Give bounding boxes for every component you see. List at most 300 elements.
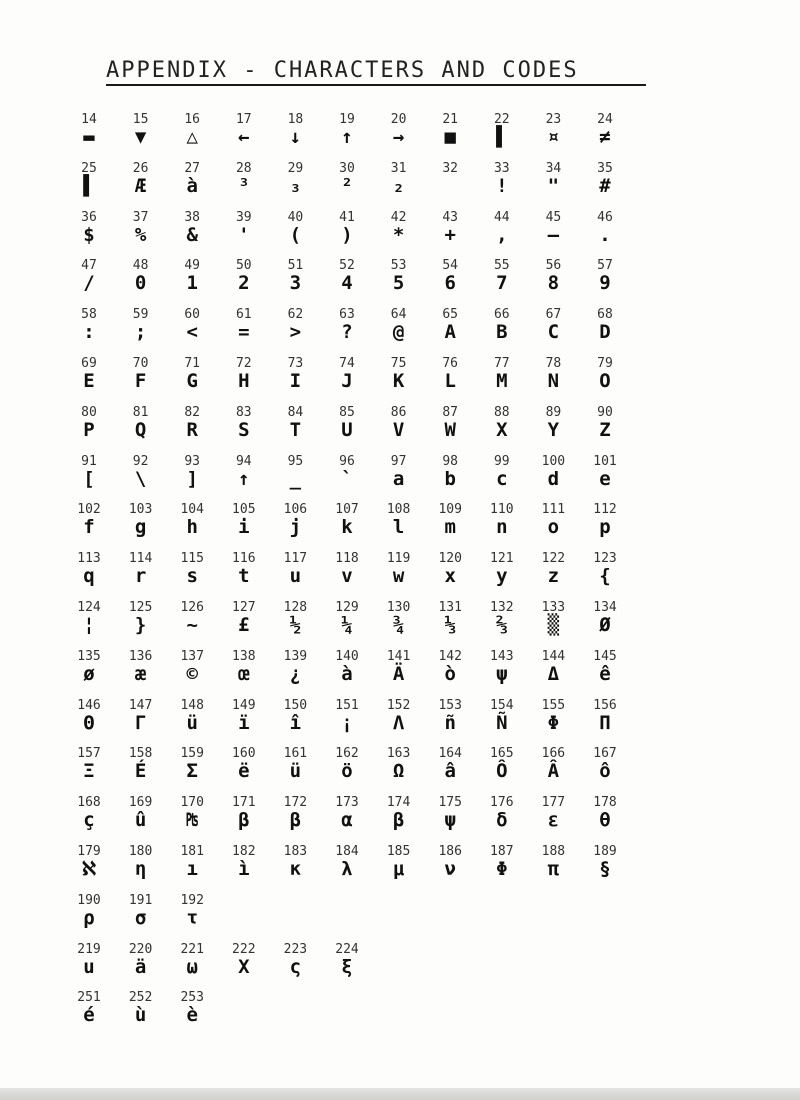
code-cell [166, 990, 218, 1026]
code-cell [476, 600, 528, 636]
code-number: 190 [77, 892, 101, 908]
code-number: 157 [77, 746, 101, 762]
character-glyph: ℵ [81, 857, 97, 880]
character-glyph: ▬ [83, 126, 95, 148]
code-number: 27 [184, 160, 201, 176]
code-number: 170 [180, 795, 204, 811]
code-number: 66 [493, 307, 510, 323]
code-cell [63, 405, 115, 441]
character-glyph: ³ [238, 174, 250, 197]
code-number: 53 [390, 258, 407, 274]
code-number: 54 [442, 258, 459, 274]
code-number: 37 [132, 209, 149, 225]
code-cell [579, 698, 631, 734]
code-number: 175 [438, 795, 462, 811]
code-cell [321, 502, 373, 538]
character-glyph: ² [341, 174, 353, 197]
character-glyph: ! [496, 174, 508, 197]
code-cell [476, 405, 528, 441]
code-row [75, 698, 795, 747]
code-number: 224 [335, 941, 359, 957]
character-glyph: E [83, 369, 95, 392]
character-glyph: ` [341, 467, 353, 490]
code-cell [166, 161, 218, 197]
code-number: 17 [235, 112, 252, 127]
code-number: 118 [335, 551, 359, 567]
character-glyph: # [599, 174, 611, 197]
code-cell [115, 551, 167, 587]
character-glyph: i [238, 516, 250, 539]
character-glyph: 6 [444, 272, 456, 295]
code-cell [166, 502, 218, 538]
code-cell [218, 258, 270, 294]
character-glyph: Γ [134, 711, 147, 734]
code-row [75, 307, 795, 356]
character-glyph: ρ [83, 906, 95, 929]
code-cell [269, 746, 321, 782]
code-number: 172 [283, 795, 308, 811]
character-glyph: a [392, 467, 405, 490]
code-number: 106 [283, 502, 308, 518]
character-glyph: ¿ [289, 662, 302, 685]
character-glyph: " [547, 174, 560, 197]
code-cell [527, 405, 579, 441]
character-glyph: G [186, 369, 198, 392]
code-number: 179 [77, 843, 101, 859]
code-number: 192 [180, 892, 204, 908]
code-cell [166, 942, 218, 978]
code-number: 117 [283, 551, 308, 567]
code-cell [579, 356, 631, 392]
code-number: 177 [541, 795, 566, 811]
character-glyph: à [186, 174, 198, 197]
code-cell [579, 600, 631, 636]
character-glyph: § [599, 857, 611, 880]
character-glyph: L [444, 369, 456, 392]
character-glyph: { [599, 565, 611, 588]
code-number: 44 [493, 209, 510, 225]
code-cell [579, 649, 631, 685]
code-number: 98 [442, 453, 459, 469]
character-glyph: % [134, 223, 147, 246]
code-cell [579, 258, 631, 294]
code-cell [476, 210, 528, 246]
character-glyph: ı [186, 857, 198, 880]
code-number: 93 [184, 453, 201, 469]
page-title: APPENDIX - CHARACTERS AND CODES [106, 58, 646, 86]
code-cell [218, 210, 270, 246]
code-row [75, 795, 795, 844]
code-cell [579, 844, 631, 880]
code-cell [579, 551, 631, 587]
character-glyph: 9 [599, 272, 611, 295]
code-cell [269, 551, 321, 587]
code-cell [63, 258, 115, 294]
code-cell [269, 161, 321, 197]
character-glyph: < [186, 321, 198, 344]
code-cell [115, 405, 167, 441]
code-cell [373, 502, 425, 538]
character-glyph: Φ [547, 711, 560, 734]
code-cell [424, 161, 476, 176]
code-number: 180 [128, 843, 153, 859]
code-cell [476, 795, 528, 831]
character-glyph: A [444, 321, 456, 344]
code-number: 30 [339, 160, 355, 176]
character-glyph: e [599, 467, 611, 490]
character-glyph: I [289, 369, 302, 392]
code-number: 95 [287, 453, 304, 469]
code-cell [269, 502, 321, 538]
character-glyph: o [547, 516, 560, 539]
character-glyph: û [134, 809, 147, 832]
code-cell [218, 942, 270, 978]
code-cell [63, 795, 115, 831]
character-glyph: Â [547, 760, 560, 783]
code-number: 65 [442, 307, 459, 323]
code-cell [115, 161, 167, 197]
code-number: 43 [442, 209, 459, 225]
character-glyph: ¡ [341, 711, 353, 734]
code-number: 174 [386, 795, 411, 811]
code-number: 181 [180, 843, 204, 859]
character-glyph: u [83, 955, 95, 978]
code-cell [424, 454, 476, 490]
code-number: 89 [545, 404, 562, 420]
code-cell [115, 307, 167, 343]
character-glyph: ▌ [83, 174, 95, 197]
character-glyph: Æ [134, 174, 147, 197]
character-glyph: P [83, 418, 95, 441]
code-number: 76 [442, 355, 459, 371]
code-cell [476, 161, 528, 197]
code-cell [115, 649, 167, 685]
code-number: 94 [235, 453, 252, 469]
character-glyph: 3 [289, 272, 302, 295]
code-number: 102 [77, 502, 101, 518]
code-cell [527, 112, 579, 148]
code-cell [527, 844, 579, 880]
code-number: 132 [490, 599, 514, 615]
code-cell [115, 795, 167, 831]
code-cell [476, 454, 528, 490]
code-row [75, 844, 795, 893]
code-number: 60 [184, 307, 201, 323]
character-glyph: X [496, 418, 508, 441]
code-cell [115, 698, 167, 734]
code-cell [373, 454, 425, 490]
character-glyph: Φ [496, 857, 508, 880]
code-cell [321, 942, 373, 978]
code-number: 191 [128, 892, 153, 908]
code-cell [424, 746, 476, 782]
code-cell [269, 698, 321, 734]
character-glyph: ï [238, 711, 250, 734]
character-glyph: $ [83, 223, 95, 246]
character-glyph: σ [134, 906, 147, 929]
character-glyph: 1 [186, 272, 198, 295]
character-glyph: y [496, 565, 508, 588]
code-number: 223 [283, 941, 308, 957]
code-cell [63, 307, 115, 343]
code-number: 148 [180, 697, 204, 713]
code-number: 23 [545, 112, 562, 127]
code-number: 63 [339, 307, 355, 323]
code-number: 52 [339, 258, 355, 274]
code-number: 173 [335, 795, 359, 811]
code-number: 160 [232, 746, 256, 762]
code-cell [166, 795, 218, 831]
character-glyph: ξ [341, 955, 353, 978]
code-cell [63, 161, 115, 197]
code-number: 123 [593, 551, 617, 567]
character-glyph: △ [186, 126, 198, 148]
code-cell [373, 795, 425, 831]
code-number: 183 [283, 843, 308, 859]
character-glyph: δ [496, 809, 508, 832]
code-cell [321, 746, 373, 782]
code-number: 221 [180, 941, 204, 957]
code-number: 107 [335, 502, 359, 518]
code-cell [218, 307, 270, 343]
character-glyph: Ξ [83, 760, 95, 783]
character-glyph: O [599, 369, 611, 392]
code-cell [424, 210, 476, 246]
code-cell [321, 551, 373, 587]
character-glyph: ¤ [547, 126, 560, 148]
character-glyph: ) [341, 223, 353, 246]
code-number: 70 [132, 355, 149, 371]
code-cell [373, 698, 425, 734]
code-cell [424, 405, 476, 441]
code-number: 57 [597, 258, 613, 274]
character-glyph: & [186, 223, 198, 246]
character-glyph: H [238, 369, 250, 392]
code-cell [373, 551, 425, 587]
character-glyph: Σ [186, 760, 198, 783]
code-number: 147 [128, 697, 153, 713]
code-number: 186 [438, 843, 462, 859]
code-cell [424, 502, 476, 538]
code-cell [321, 795, 373, 831]
code-number: 134 [593, 599, 617, 615]
character-glyph: ì [238, 857, 250, 880]
character-glyph: m [444, 516, 456, 539]
code-number: 169 [128, 795, 153, 811]
character-glyph: . [599, 223, 611, 246]
character-glyph: Q [134, 418, 147, 441]
code-cell [269, 600, 321, 636]
character-glyph: X [238, 955, 250, 978]
character-glyph: R [186, 418, 198, 441]
character-glyph: ; [134, 321, 147, 344]
character-glyph: β [392, 809, 405, 832]
character-glyph: ñ [444, 711, 456, 734]
character-glyph: Z [599, 418, 611, 441]
character-glyph: ε [547, 809, 560, 832]
character-glyph: J [341, 369, 353, 392]
code-cell [527, 258, 579, 294]
character-glyph: x [444, 565, 456, 588]
code-number: 128 [283, 599, 308, 615]
character-glyph: ] [186, 467, 198, 490]
character-glyph: θ [599, 809, 611, 832]
code-number: 38 [184, 209, 201, 225]
character-glyph: Ä [392, 662, 405, 685]
code-number: 73 [287, 355, 304, 371]
code-cell [218, 746, 270, 782]
code-number: 159 [180, 746, 204, 762]
character-glyph: ö [341, 760, 353, 783]
code-number: 62 [287, 307, 304, 323]
code-cell [63, 210, 115, 246]
code-number: 119 [386, 551, 411, 567]
character-glyph: Ñ [496, 711, 508, 734]
code-cell [373, 405, 425, 441]
code-number: 92 [132, 453, 149, 469]
code-cell [476, 551, 528, 587]
code-number: 71 [184, 355, 201, 371]
code-number: 129 [335, 599, 359, 615]
code-number: 55 [493, 258, 510, 274]
character-glyph: ~ [186, 613, 198, 636]
code-number: 138 [232, 648, 256, 664]
character-glyph: j [289, 516, 302, 539]
character-glyph: 0 [134, 272, 147, 295]
code-cell [218, 795, 270, 831]
code-cell [527, 161, 579, 197]
code-number: 56 [545, 258, 562, 274]
character-glyph: α [341, 809, 353, 832]
character-glyph: ø [83, 662, 95, 685]
code-cell [476, 698, 528, 734]
character-glyph: s [186, 565, 198, 588]
code-number: 82 [184, 404, 201, 420]
code-cell [579, 746, 631, 782]
character-glyph: ? [341, 321, 353, 344]
code-cell [115, 600, 167, 636]
code-cell [321, 307, 373, 343]
code-number: 97 [390, 453, 407, 469]
code-number: 78 [545, 355, 562, 371]
code-cell [373, 844, 425, 880]
code-cell [63, 551, 115, 587]
character-glyph: ¾ [392, 613, 405, 636]
code-number: 105 [232, 502, 256, 518]
code-row [75, 502, 795, 551]
code-number: 24 [597, 112, 613, 127]
character-glyph: ü [289, 760, 302, 783]
code-cell [269, 454, 321, 490]
code-cell [424, 649, 476, 685]
character-glyph: ≠ [599, 126, 611, 148]
code-cell [527, 746, 579, 782]
character-glyph: V [392, 418, 405, 441]
code-number: 178 [593, 795, 617, 811]
code-cell [527, 210, 579, 246]
character-glyph: λ [341, 857, 353, 880]
code-number: 47 [81, 258, 97, 274]
code-number: 77 [493, 355, 510, 371]
character-glyph: ψ [496, 662, 508, 685]
code-cell [373, 307, 425, 343]
code-cell [527, 795, 579, 831]
code-cell [579, 502, 631, 538]
character-glyph: z [547, 565, 560, 588]
character-glyph: ν [444, 857, 456, 880]
code-cell [373, 356, 425, 392]
code-cell [63, 942, 115, 978]
code-number: 156 [593, 697, 617, 713]
character-glyph: œ [238, 662, 250, 685]
code-number: 104 [180, 502, 204, 518]
code-number: 31 [390, 160, 407, 176]
code-row [75, 649, 795, 698]
code-number: 100 [541, 453, 566, 469]
code-number: 46 [597, 209, 613, 225]
code-cell [424, 356, 476, 392]
code-number: 72 [235, 355, 252, 371]
code-cell [166, 356, 218, 392]
character-glyph: è [186, 1004, 198, 1027]
code-number: 80 [81, 404, 97, 420]
code-number: 90 [597, 404, 613, 420]
character-glyph: T [289, 418, 302, 441]
code-cell [63, 746, 115, 782]
code-cell [63, 356, 115, 392]
code-row [75, 112, 795, 161]
character-glyph: Ô [496, 760, 508, 783]
character-glyph: ë [238, 760, 250, 783]
code-number: 162 [335, 746, 359, 762]
code-number: 32 [442, 160, 459, 176]
character-glyph: Λ [392, 711, 405, 734]
character-glyph: π [547, 857, 560, 880]
code-number: 61 [235, 307, 252, 323]
code-number: 133 [541, 599, 566, 615]
character-glyph: β [238, 809, 250, 832]
code-cell [579, 454, 631, 490]
code-cell [63, 990, 115, 1026]
code-row [75, 893, 795, 942]
code-number: 115 [180, 551, 204, 567]
code-number: 33 [493, 160, 510, 176]
character-glyph: ' [238, 223, 250, 246]
character-glyph: Π [599, 711, 611, 734]
code-cell [166, 454, 218, 490]
character-glyph: Y [547, 418, 560, 441]
code-number: 20 [390, 112, 407, 127]
code-number: 50 [235, 258, 252, 274]
code-number: 176 [490, 795, 514, 811]
code-row [75, 405, 795, 454]
character-glyph: ù [134, 1004, 147, 1027]
code-number: 164 [438, 746, 462, 762]
code-cell [321, 698, 373, 734]
code-cell [166, 698, 218, 734]
code-number: 69 [81, 355, 97, 371]
code-number: 126 [180, 599, 204, 615]
code-cell [166, 307, 218, 343]
code-cell [321, 405, 373, 441]
code-cell [579, 795, 631, 831]
code-cell [218, 551, 270, 587]
character-glyph: Θ [83, 711, 95, 734]
character-glyph: w [392, 565, 405, 588]
code-number: 184 [335, 843, 359, 859]
character-glyph: 7 [496, 272, 508, 295]
character-glyph: l [392, 516, 405, 539]
